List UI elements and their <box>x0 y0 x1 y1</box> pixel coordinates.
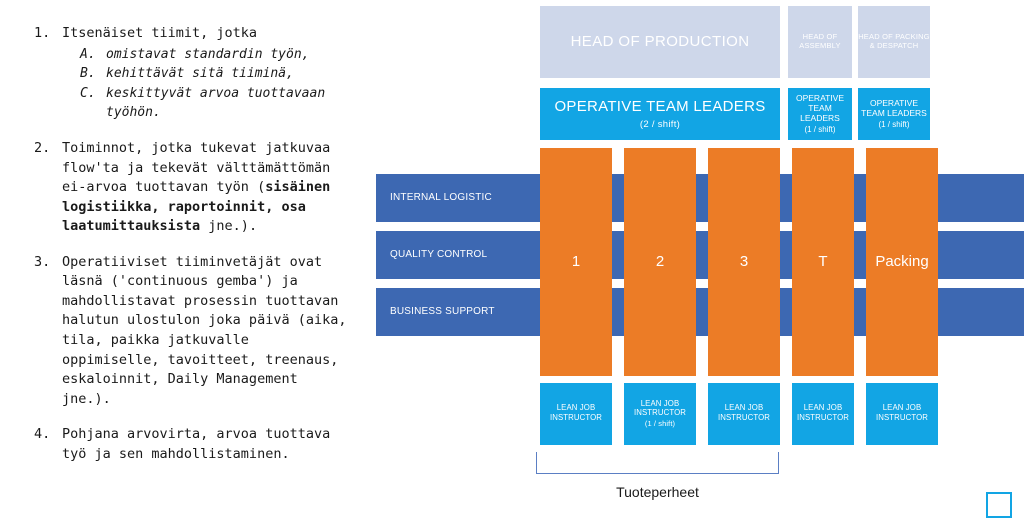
list-item <box>24 139 350 237</box>
head-of-packing-despatch-label: HEAD OF PACKING & DESPATCH <box>858 32 930 50</box>
operative-team-leaders-main-shift: (2 / shift) <box>639 119 681 131</box>
lean-job-instructor-box <box>624 383 696 445</box>
product-family-bracket <box>536 452 779 474</box>
list-item-text: Operatiiviset tiiminvetäjät ovat läsnä ('continuous gemba') ja mahdollistavat prosessin tuottavan halutun ulostulon joka päivä (aika, tila, paikka jatkuvalle oppimiselle, tavoitteet, treenaus, eskaloinnit, Daily Management jne.). <box>62 253 347 407</box>
operative-team-leaders-assembly-box <box>788 88 852 140</box>
product-family-label: 3 <box>739 253 749 271</box>
operative-team-leaders-assembly-label: OPERATIVE TEAM LEADERS <box>795 93 845 124</box>
list-item-text-post: jne.). <box>200 218 258 235</box>
list-item-text: Pohjana arvovirta, arvoa tuottava työ ja sen mahdollistaminen. <box>62 426 331 462</box>
support-bar-label: BUSINESS SUPPORT <box>390 306 495 318</box>
lean-job-instructor-box <box>866 383 938 445</box>
list-item-text-pre: Toiminnot, jotka tukevat jatkuvaa flow'ta ja tekevät välttämättömän ei-arvoa tuottavan työn ( <box>62 139 331 196</box>
list-item-number: 3. <box>34 253 51 270</box>
sub-list-item-text: omistavat standardin työn, <box>106 46 310 62</box>
head-of-packing-despatch-box <box>858 6 930 78</box>
sub-list-item <box>80 46 350 65</box>
left-text-panel <box>0 0 360 532</box>
product-family-label: 1 <box>571 253 581 271</box>
list-item <box>24 24 350 123</box>
lean-job-instructor-label: LEAN JOB INSTRUCTOR <box>797 403 849 422</box>
head-of-production-label: HEAD OF PRODUCTION <box>570 33 750 51</box>
operative-team-leaders-packing-label: OPERATIVE TEAM LEADERS <box>861 98 927 119</box>
operative-team-leaders-main-box <box>540 88 780 140</box>
product-family-label: Packing <box>875 253 929 271</box>
product-family-column <box>866 148 938 376</box>
operative-team-leaders-packing-shift: (1 / shift) <box>878 120 910 130</box>
sub-list-item-letter: A. <box>80 46 96 62</box>
lean-job-instructor-shift: (1 / shift) <box>644 419 676 429</box>
sub-list-item-letter: B. <box>80 66 96 82</box>
list-item-number: 1. <box>34 25 51 41</box>
org-diagram <box>370 0 1024 532</box>
sub-list-item <box>80 85 350 123</box>
head-of-production-box <box>540 6 780 78</box>
operative-team-leaders-packing-box <box>858 88 930 140</box>
head-of-assembly-label: HEAD OF ASSEMBLY <box>799 32 841 50</box>
list-item-number: 4. <box>34 426 51 443</box>
sub-list-item-text: kehittävät sitä tiiminä, <box>106 66 294 82</box>
lean-job-instructor-label: LEAN JOB INSTRUCTOR <box>876 403 928 422</box>
product-family-column <box>540 148 612 376</box>
product-family-column <box>708 148 780 376</box>
operative-team-leaders-assembly-shift: (1 / shift) <box>804 125 836 135</box>
sub-list-item-text: keskittyvät arvoa tuottavaan työhön. <box>106 86 326 121</box>
product-family-label: T <box>818 253 828 271</box>
list-item <box>24 253 350 410</box>
list-item-text: Itsenäiset tiimit, jotka <box>62 25 258 41</box>
product-family-column <box>624 148 696 376</box>
support-bar-label: INTERNAL LOGISTIC <box>390 192 492 204</box>
bracket-caption: Tuoteperheet <box>616 484 699 500</box>
lean-job-instructor-box <box>540 383 612 445</box>
product-family-label: 2 <box>655 253 665 271</box>
lean-job-instructor-box <box>792 383 854 445</box>
list-item <box>24 425 350 464</box>
corner-marker-icon <box>986 492 1012 518</box>
support-bar-label: QUALITY CONTROL <box>390 249 488 261</box>
list-item-number: 2. <box>34 139 51 156</box>
lean-job-instructor-box <box>708 383 780 445</box>
sub-list <box>62 46 350 123</box>
product-family-column <box>792 148 854 376</box>
sub-list-item <box>80 65 350 84</box>
lean-job-instructor-label: LEAN JOB INSTRUCTOR <box>634 398 686 418</box>
lean-job-instructor-label: LEAN JOB INSTRUCTOR <box>550 403 602 422</box>
head-of-assembly-box <box>788 6 852 78</box>
list-item-text-bold: sisäinen logistiikka, raportoinnit, osa laatumittauksista <box>62 179 331 235</box>
sub-list-item-letter: C. <box>80 86 96 102</box>
operative-team-leaders-main-label: OPERATIVE TEAM LEADERS <box>554 97 766 115</box>
lean-job-instructor-label: LEAN JOB INSTRUCTOR <box>718 403 770 422</box>
